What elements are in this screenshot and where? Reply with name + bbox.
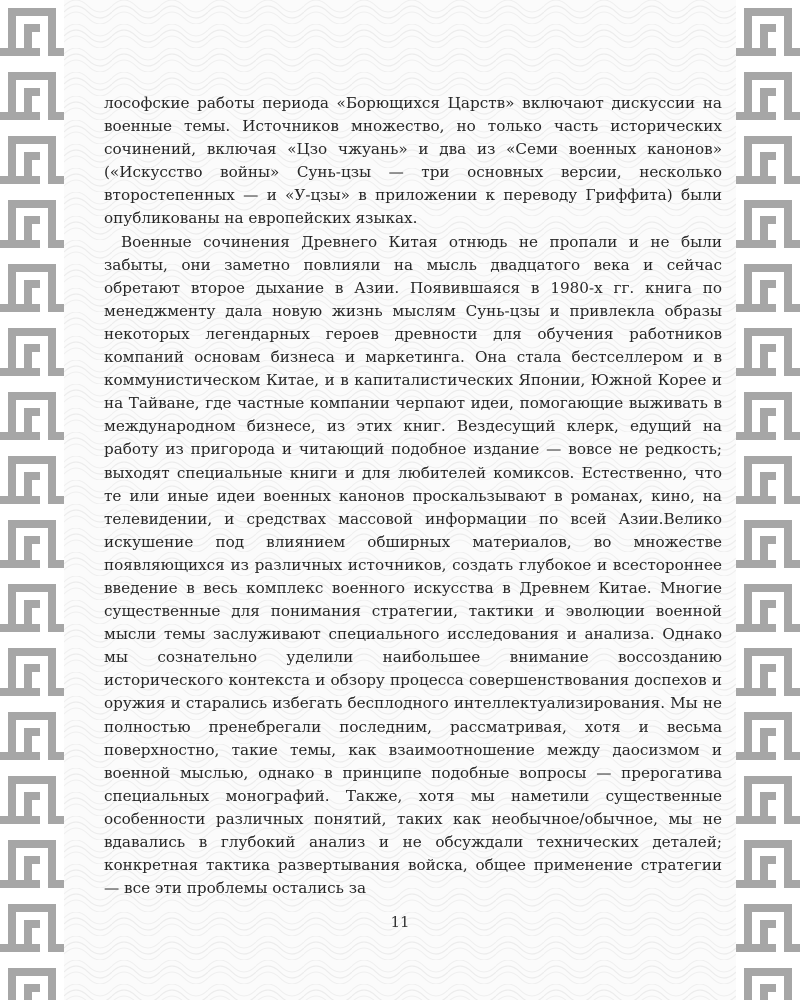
paragraph-continuation: лософские работы периода «Борющихся Царств» включают дискуссии на военные темы. Источников множество, но только часть исторических сочинений, включая «Цзо чжуань» и два из «Семи военных канонов» («Искусство войны» Сунь-цзы — три основных версии, несколько второстепенных — и «У-цзы» в приложении к переводу Гриффита) были опубликованы на европейских языках. [104, 94, 722, 228]
page-number: 11 [390, 913, 410, 931]
left-meander-border [0, 0, 64, 1000]
greek-key-pattern [0, 0, 64, 1000]
body-text [104, 92, 722, 900]
text-panel [64, 0, 736, 1000]
greek-key-pattern [736, 0, 800, 1000]
paragraph: Военные сочинения Древнего Китая отнюдь не пропали и не были забыты, они заметно повлияли на мысль двадцатого века и сейчас обретают второе дыхание в Азии. Появившаяся в 1980-х гг. книга по менеджменту дала новую жизнь мыслям Сунь-цзы и привлекла образы некоторых легендарных героев древности для обучения работников компаний основам бизнеса и маркетинга. Она стала бестселлером и в коммунистическом Китае, и в капиталистических Японии, Южной Корее и на Тайване, где частные компании черпают идеи, помогающие выживать в международном бизнесе, из этих книг. Вездесущий клерк, едущий на работу из пригорода и читающий подобное издание — вовсе не редкость; выходят специальные книги и для любителей комиксов. Естественно, что те или иные идеи военных канонов проскальзывают в романах, кино, на телевидении, и средствах массовой информации по всей Азии.Велико искушение под влиянием обширных материалов, во множестве появляющихся из различных источников, создать глубокое и всестороннее введение в весь комплекс военного искусства в Древнем Китае. Многие существенные для понимания стратегии, тактики и эволюции военной мысли темы заслуживают специального исследования и анализа. Однако мы сознательно уделили наибольшее внимание воссозданию исторического контекста и обзору процесса совершенствования доспехов и оружия и старались избегать бесплодного интеллектуализирования. Мы не полностью пренебрегали последним, рассматривая, хотя и весьма поверхностно, такие темы, как взаимоотношение между даосизмом и военной мыслью, однако в принципе подобные вопросы — прерогатива специальных монографий. Также, хотя мы наметили существенные особенности различных понятий, таких как необычное/обычное, мы не вдавались в глубокий анализ и не обсуждали технических деталей; конкретная тактика развертывания войска, общее применение стратегии — все эти проблемы остались за [104, 232, 722, 898]
right-meander-border [736, 0, 800, 1000]
